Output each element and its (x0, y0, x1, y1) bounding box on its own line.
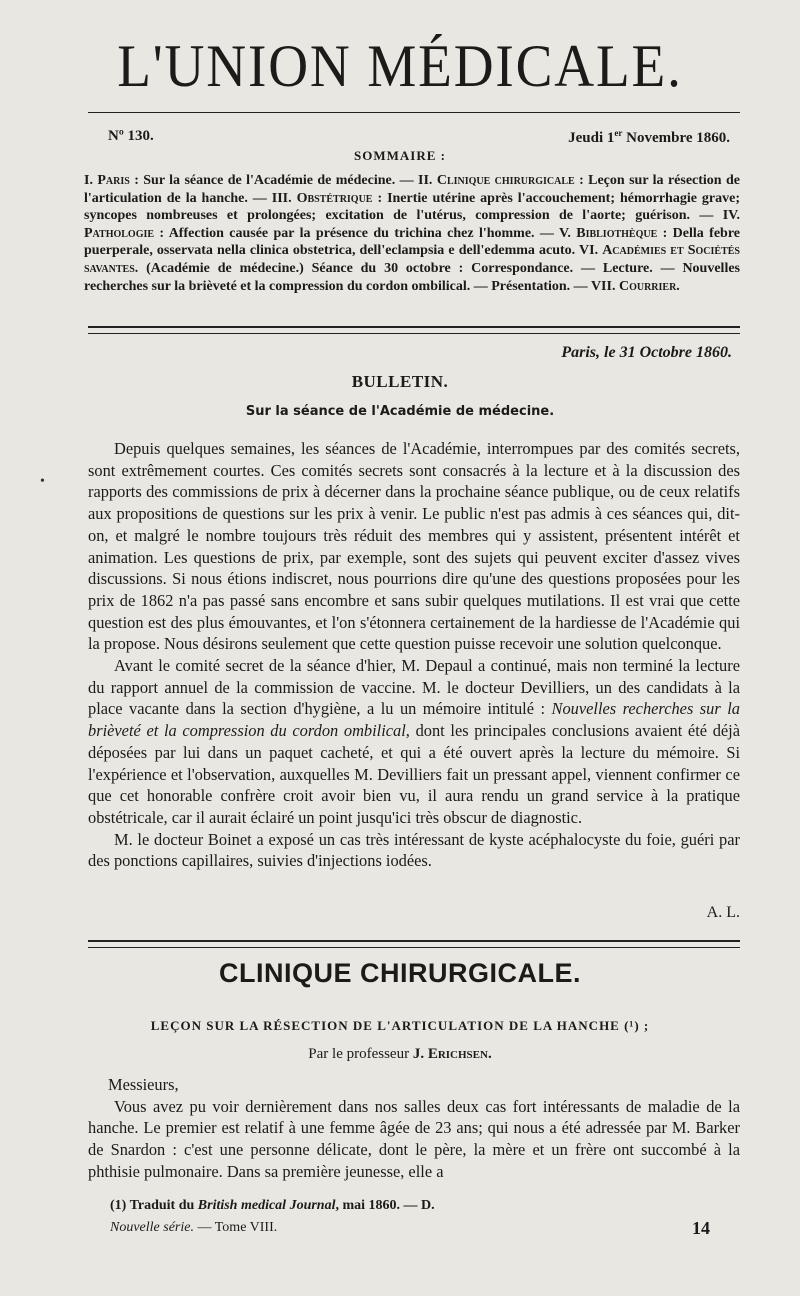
page-number: 14 (692, 1218, 710, 1238)
bulletin-paragraph: Depuis quelques semaines, les séances de l'Académie, interrompues par des comités secrets, sont extrêmement courtes. Ces comités secrets sont consacrés à la lecture et à la discussion des rapports des commissions de prix à décerner dans la prochaine séance publique, ou de ceux relatifs aux propositions de questions sur les prix à venir. Le public n'est pas admis à ces séances qui, dit-on, et malgré le nombre toujours très réduit des membres qui y assistent, présentent intérêt et animation. Les questions de prix, par exemple, sont des sujets qui peuvent exciter d'assez vives discussions. Si nous étions indiscret, nous pourrions dire qu'une des questions proposées pour les prix de 1862 n'a pas passé sans encombre et sans subir quelques mutilations. Il est vrai que cette question est des plus émouvantes, et l'on s'étonnera certainement de la hardiesse de l'Académie qui la propose. Nous désirons seulement que cette question puisse recevoir une solution quelconque. (88, 439, 740, 654)
sommaire-item: III. Obstétrique : Inertie utérine après l'accouchement; hémorrhagie grave; syncopes nombreuses et prolongées; excitation de l'utérus, compression de l'aorte; guérison. — (84, 190, 740, 224)
sommaire-title: SOMMAIRE : (354, 148, 446, 163)
bulletin-paragraph: M. le docteur Boinet a exposé un cas très intéressant de kyste acéphalocyste du foie, guéri par des ponctions capillaires, suivies d'injections iodées. (88, 829, 740, 871)
clinique-title: CLINIQUE CHIRURGICALE. (219, 958, 581, 988)
sommaire-item: IV. Pathologie : Affection causée par la présence du trichina chez l'homme. — (84, 208, 740, 241)
footnote: (1) Traduit du British medical Journal, mai 1860. — D. (110, 1198, 435, 1213)
dateline: Paris, le 31 Octobre 1860. (561, 344, 732, 361)
page-footer (110, 1220, 710, 1236)
masthead-title: L'UNION MÉDICALE. (117, 33, 683, 99)
bulletin-paragraph: Avant le comité secret de la séance d'hier, M. Depaul a continué, mais non terminé la lecture du rapport annuel de la commission de vaccine. M. le docteur Devilliers, un des candidats à la place vacante dans la section d'hygiène, a lu un mémoire intitulé : Nouvelles recherches sur la brièveté et la compression du cordon ombilical, dont les principales conclusions avaient été déjà déposées par lui dans un paquet cacheté, et qui a été ouvert après la lecture du mémoire. Si l'expérience et l'observation, auxquelles M. Devilliers fait un pressant appel, viennent confirmer ce que cet honorable confrère croit avoir bien vu, il aura rendu un grand service à la pratique obstétricale, car il aurait éclairé un point jusqu'ici très obscur de diagnostic. (88, 656, 740, 827)
sommaire-item: VII. Courrier. (590, 278, 680, 294)
sommaire-item: I. Paris : Sur la séance de l'Académie de médecine. — (84, 173, 419, 188)
section-divider (88, 940, 740, 948)
bulletin-signature: A. L. (706, 904, 740, 921)
sommaire-list (84, 172, 740, 295)
sommaire-item: VI. Académies et Sociétés savantes. (Académie de médecine.) Séance du 30 octobre : Correspondance. — Lecture. — Nouvelles recherches sur la brièveté et la compression du cordon ombilical. — Présentation. — (84, 243, 740, 294)
salutation: Messieurs, (108, 1075, 179, 1094)
bulletin-subtitle: Sur la séance de l'Académie de médecine. (245, 404, 555, 419)
clinique-paragraph: Vous avez pu voir dernièrement dans nos salles deux cas fort intéressants de maladie de la hanche. Le premier est relatif à une femme âgée de 23 ans; qui nous a été adressée par M. Barker de Snardon : c'est une personne délicate, dont le père, la mère et un frère ont succombé à la phthisie pulmonaire. Dans sa première jeunesse, elle a (88, 1096, 740, 1181)
issue-number: Nº 130. (108, 128, 154, 144)
lecon-title: LEÇON SUR LA RÉSECTION DE L'ARTICULATION DE LA HANCHE (¹) ; (150, 1018, 650, 1033)
sommaire-item: II. Clinique chirurgicale : Leçon sur la résection de l'articulation de la hanche. — (84, 173, 740, 206)
issue-date: Jeudi 1er Novembre 1860. (568, 128, 730, 146)
bulletin-body (88, 438, 740, 872)
series-label: Nouvelle série. (110, 1220, 194, 1235)
margin-dot: • (40, 474, 45, 489)
author-line: Par le professeur J. Erichsen. (308, 1046, 492, 1062)
tome-label: — Tome VIII. (193, 1220, 278, 1235)
bulletin-title: BULLETIN. (351, 372, 449, 391)
clinique-body (88, 1074, 740, 1183)
sommaire-item: V. Bibliothèque : Della febre puerperale, osservata nella clinica obstetrica, dell'eclampsia e dell'edemma acuto. (84, 225, 740, 259)
masthead-rule (88, 112, 740, 113)
section-divider (88, 326, 740, 334)
